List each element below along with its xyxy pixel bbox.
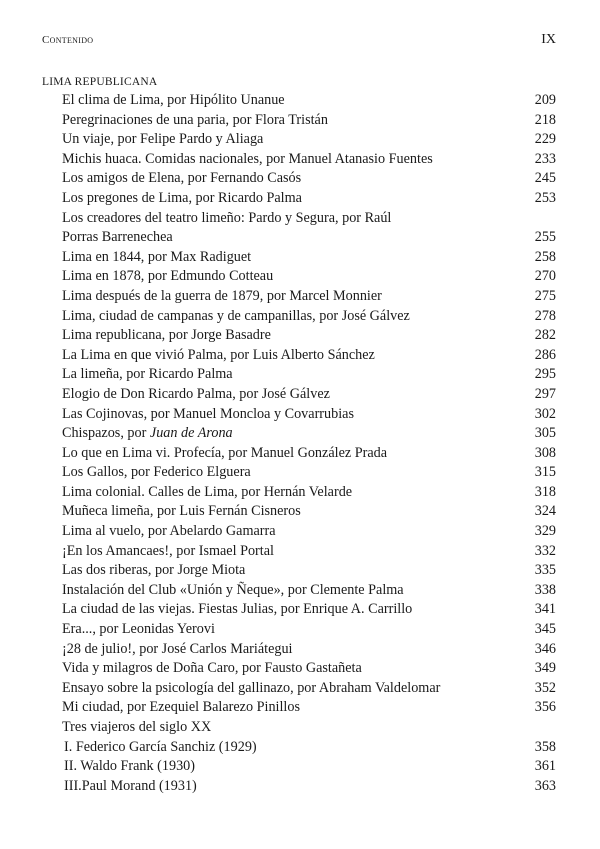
toc-entry-text: Peregrinaciones de una paria, por Flora Tristán (62, 111, 328, 128)
toc-entry-text: Michis huaca. Comidas nacionales, por Manuel Atanasio Fuentes (62, 150, 433, 167)
toc-entry-title (62, 620, 215, 640)
toc-entry-page: 361 (534, 758, 556, 775)
toc-entry-title (62, 169, 301, 189)
toc-entry-page: 352 (534, 679, 556, 696)
toc-entry (62, 287, 556, 307)
toc-entry-title (62, 287, 382, 307)
toc-entry-title (62, 600, 412, 620)
toc-entry-title (62, 130, 263, 150)
toc-entry-title (62, 581, 404, 601)
table-of-contents (62, 91, 556, 796)
toc-entry (62, 91, 556, 111)
toc-entry (62, 679, 556, 699)
toc-entry-title (62, 698, 300, 718)
toc-entry-text: Lima después de la guerra de 1879, por Marcel Monnier (62, 287, 382, 304)
toc-entry-page: 302 (534, 405, 556, 422)
toc-entry-title (62, 718, 211, 738)
toc-entry-title (62, 111, 328, 131)
toc-entry-title (62, 444, 387, 464)
toc-entry-title (62, 365, 233, 385)
toc-entry (62, 405, 556, 425)
toc-entry-title (62, 561, 245, 581)
toc-entry (62, 385, 556, 405)
toc-entry-title (64, 738, 257, 758)
toc-entry (62, 307, 556, 327)
toc-entry-page: 270 (534, 268, 556, 285)
toc-entry-text: Vida y milagros de Doña Caro, por Fausto Gastañeta (62, 660, 362, 677)
toc-entry-text: ¡En los Amancaes!, por Ismael Portal (62, 542, 274, 559)
toc-entry-page: 329 (534, 523, 556, 540)
toc-entry-text: Ensayo sobre la psicología del gallinazo, por Abraham Valdelomar (62, 679, 441, 696)
toc-entry-page: 346 (534, 640, 556, 657)
toc-entry-page: 258 (534, 248, 556, 265)
toc-entry-page: 345 (534, 621, 556, 638)
toc-entry-title (62, 405, 354, 425)
section-title: LIMA REPUBLICANA (42, 76, 158, 88)
toc-entry (62, 581, 556, 601)
toc-entry-text: Lima republicana, por Jorge Basadre (62, 327, 271, 344)
toc-entry-text: Lima colonial. Calles de Lima, por Hernán Velarde (62, 483, 353, 500)
toc-entry (62, 502, 556, 522)
toc-entry-page: 338 (534, 581, 556, 598)
page-number: IX (541, 32, 556, 47)
running-head: Contenido (42, 34, 94, 46)
toc-entry (62, 640, 556, 660)
toc-entry-text: Los creadores del teatro limeño: Pardo y Segura, por Raúl (62, 209, 392, 226)
toc-entry-page: 278 (534, 307, 556, 324)
toc-entry-title (64, 777, 197, 797)
toc-entry-title (62, 150, 433, 170)
toc-entry (62, 738, 556, 758)
toc-entry-text: Mi ciudad, por Ezequiel Balarezo Pinillos (62, 699, 300, 716)
toc-entry-title (62, 228, 173, 248)
toc-entry (62, 659, 556, 679)
toc-entry-text: Elogio de Don Ricardo Palma, por José Gálvez (62, 385, 330, 402)
toc-entry-page: 315 (534, 464, 556, 481)
page-header (42, 32, 556, 52)
toc-entry-page: 275 (534, 287, 556, 304)
toc-entry-title (64, 757, 195, 777)
toc-entry-title (62, 307, 410, 327)
toc-entry (62, 267, 556, 287)
toc-entry-title (62, 346, 375, 366)
toc-entry-page: 332 (534, 542, 556, 559)
toc-entry-title (62, 483, 352, 503)
toc-entry-text: Las Cojinovas, por Manuel Moncloa y Covarrubias (62, 405, 354, 422)
toc-entry-title (62, 267, 273, 287)
toc-entry-page: 335 (534, 562, 556, 579)
toc-entry (62, 209, 556, 229)
toc-entry (62, 130, 556, 150)
toc-entry-page: 255 (534, 229, 556, 246)
toc-entry-text: Era..., por Leonidas Yerovi (62, 621, 215, 638)
toc-entry-text: I. Federico García Sanchiz (1929) (64, 738, 257, 755)
toc-entry-page: 308 (534, 444, 556, 461)
toc-entry-text: Lima en 1878, por Edmundo Cotteau (62, 268, 274, 285)
toc-entry-page: 233 (534, 150, 556, 167)
toc-entry (62, 111, 556, 131)
toc-entry-text: Los Gallos, por Federico Elguera (62, 464, 251, 481)
toc-entry-title (62, 189, 302, 209)
toc-entry-text: Lima en 1844, por Max Radiguet (62, 248, 252, 265)
toc-entry-text: El clima de Lima, por Hipólito Unanue (62, 92, 285, 108)
toc-entry-text: Instalación del Club «Unión y Ñeque», por Clemente Palma (62, 581, 404, 598)
toc-entry-text: III.Paul Morand (1931) (64, 777, 197, 794)
toc-entry-text: II. Waldo Frank (1930) (64, 758, 195, 775)
toc-entry-page: 297 (534, 385, 556, 402)
toc-entry-page: 253 (534, 189, 556, 206)
toc-entry-title (62, 385, 330, 405)
toc-entry (62, 522, 556, 542)
toc-entry (62, 424, 556, 444)
toc-entry-page: 349 (534, 660, 556, 677)
toc-entry-page: 318 (534, 483, 556, 500)
toc-entry-text: Las dos riberas, por Jorge Miota (62, 562, 246, 579)
toc-entry-text: Los pregones de Lima, por Ricardo Palma (62, 189, 302, 206)
toc-entry-author-italic: Juan de Arona (149, 425, 233, 442)
toc-entry (62, 600, 556, 620)
toc-entry-page: 218 (534, 111, 556, 128)
toc-entry (62, 189, 556, 209)
toc-entry (62, 326, 556, 346)
toc-entry-title (62, 542, 274, 562)
toc-entry-page: 324 (534, 503, 556, 520)
toc-entry-text: Chispazos, por (62, 425, 147, 442)
toc-entry-page: 282 (534, 327, 556, 344)
toc-entry (62, 757, 556, 777)
toc-entry (62, 248, 556, 268)
toc-entry (62, 228, 556, 248)
toc-entry-page: 341 (534, 601, 556, 618)
toc-entry-title (62, 679, 440, 699)
toc-entry-text: ¡28 de julio!, por José Carlos Mariátegui (62, 640, 293, 657)
toc-entry-page: 245 (534, 170, 556, 187)
toc-entry (62, 169, 556, 189)
toc-entry (62, 542, 556, 562)
toc-entry-text: La Lima en que vivió Palma, por Luis Alberto Sánchez (62, 346, 375, 363)
toc-entry-text: Porras Barrenechea (62, 229, 173, 246)
toc-entry-text: La ciudad de las viejas. Fiestas Julias, por Enrique A. Carrillo (62, 601, 413, 618)
toc-entry-page: 229 (534, 131, 556, 148)
toc-entry-page: 363 (534, 777, 556, 794)
toc-entry-title (62, 209, 391, 229)
toc-entry-title (62, 424, 233, 444)
toc-entry (62, 718, 556, 738)
toc-entry-title (62, 91, 285, 111)
toc-entry (62, 346, 556, 366)
toc-entry-title (62, 659, 362, 679)
toc-entry (62, 698, 556, 718)
toc-entry (62, 365, 556, 385)
toc-entry-title (62, 502, 301, 522)
toc-entry (62, 620, 556, 640)
toc-entry-text: La limeña, por Ricardo Palma (62, 366, 233, 383)
toc-entry-page: 209 (534, 92, 556, 108)
toc-entry-title (62, 463, 251, 483)
toc-entry-text: Lo que en Lima vi. Profecía, por Manuel González Prada (62, 444, 388, 461)
toc-entry (62, 777, 556, 797)
toc-entry-text: Los amigos de Elena, por Fernando Casós (62, 170, 302, 187)
toc-entry-text: Lima al vuelo, por Abelardo Gamarra (62, 523, 276, 540)
toc-entry-page: 295 (534, 366, 556, 383)
toc-entry-page: 356 (534, 699, 556, 716)
toc-entry (62, 483, 556, 503)
toc-entry-page: 358 (534, 738, 556, 755)
toc-entry (62, 561, 556, 581)
toc-entry (62, 150, 556, 170)
toc-entry (62, 463, 556, 483)
toc-entry-text: Tres viajeros del siglo XX (62, 719, 212, 735)
toc-entry-page: 305 (534, 425, 556, 442)
toc-entry-text: Lima, ciudad de campanas y de campanillas, por José Gálvez (62, 307, 410, 324)
toc-entry-page: 286 (534, 346, 556, 363)
toc-entry-title (62, 640, 293, 660)
toc-entry-title (62, 326, 271, 346)
toc-entry (62, 444, 556, 464)
toc-entry-title (62, 522, 276, 542)
toc-entry-title (62, 248, 251, 268)
toc-entry-text: Muñeca limeña, por Luis Fernán Cisneros (62, 503, 301, 520)
toc-entry-text: Un viaje, por Felipe Pardo y Aliaga (62, 131, 264, 148)
